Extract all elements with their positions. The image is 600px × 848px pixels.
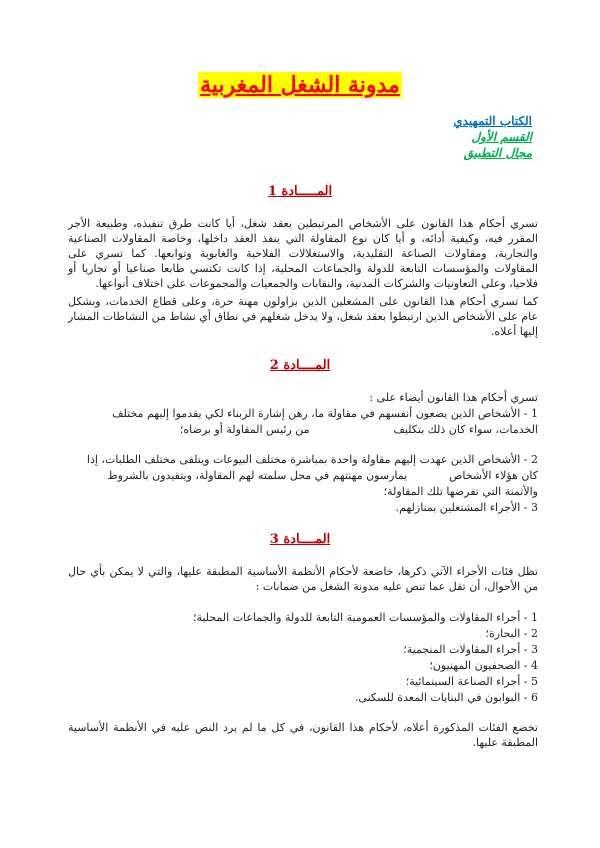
book-label: الكتاب التمهيدي	[453, 114, 532, 128]
document-navigation	[453, 113, 532, 161]
article-1-paragraph-2: كما تسري أحكام هذا القانون على المشغلين الذين يزاولون مهنة حرة، وعلى قطاع الخدمات، وبشكل عام على الأشخاص الذين ارتبطوا بعقد شغل، ولا يدخل شغلهم في نطاق أي نشاط من النشاطات المشار إليها أعلاه.	[67, 295, 538, 338]
article-2-item-2-line-2: كان هؤلاء الأشخاص يمارسون مهنتهم في محل سلمته لهم المقاولة، ويتقيدون بالشروط	[107, 469, 538, 482]
article-1-heading	[0, 184, 600, 200]
article-2-item-2-line-1: 2 - الأشخاص الذين عهدت إليهم مقاولة واحدة بمباشرة مختلف البيوعات ويتلقى مختلف الطلبات، إذا	[86, 453, 538, 466]
article-1-paragraph-1: تسري أحكام هذا القانون على الأشخاص المرتبطين بعقد شغل، أيا كانت طرق تنفيذه، وطبيعة الأجر المقرر فيه، وكيفية أدائه، و أيا كان نوع المقاولة التي ينفذ العقد داخلها، وخاصة المقاولات الصناعية والتجارية، ومقاولات الصناعة التقليدية، والاستغلالات الفلاحية والغابوية وتوابعها. كما تسري على المقاولات والمؤسسات التابعة للدولة والجماعات المحلية، إذا كانت تكتسي طابعا صناعيا أو تجاريا أو فلاحيا، وعلى التعاونيات والشركات المدنية، والنقابات والجمعيات والمجموعات على اختلاف أنواعها.	[68, 217, 538, 290]
article-1-heading-text: المـــــادة 1	[267, 184, 333, 199]
article-3-item-4: 4 - الصحفيون المهنيون؛	[429, 659, 538, 672]
article-3-heading	[0, 532, 600, 548]
article-3-item-1: 1 - أجراء المقاولات والمؤسسات العمومية التابعة للدولة والجماعات المحلية؛	[192, 611, 538, 624]
article-3-closing: تخضع الفئات المذكورة أعلاه، لأحكام هذا القانون، في كل ما لم يرد النص عليه في الأنظمة الأساسية المطبقة عليها.	[68, 721, 538, 749]
article-2-heading-text: المــــادة 2	[269, 358, 331, 373]
article-2-item-2-line-3: والأثمنة التي تفرضها تلك المقاولة؛	[383, 485, 538, 498]
article-2-item-1-line-2: الخدمات، سواء كان ذلك بتكليف من رئيس المقاولة أو برضاه؛	[179, 423, 538, 436]
article-2-item-3: 3 - الأجراء المشتغلين بمنازلهم.	[395, 501, 538, 514]
article-3-item-5: 5 - أجراء الصناعة السينمائية؛	[405, 675, 538, 688]
title-wrap	[0, 72, 600, 98]
article-3-heading-text: المــــادة 3	[269, 532, 331, 547]
article-2-intro: تسري أحكام هذا القانون أيضاء على :	[369, 391, 538, 404]
section-label: القسم الأول	[471, 130, 532, 144]
article-3-item-3: 3 - أجراء المقاولات المنجمية؛	[403, 643, 538, 656]
scope-label: مجال التطبيق	[463, 146, 532, 160]
article-3-item-6: 6 - البوابون في البنايات المعدة للسكنى.	[354, 691, 538, 704]
article-2-item-1-line-1: 1 - الأشخاص الذين يضعون أنفسهم في مقاولة ما، رهن إشارة الزبناء لكي يقدموا إليهم مختلف	[112, 407, 538, 420]
article-2-heading	[0, 358, 600, 374]
document-title: مدونة الشغل المغربية	[200, 72, 400, 98]
article-3-item-2: 2 - البحارة؛	[485, 627, 538, 640]
article-3-intro: تظل فئات الأجراء الآتي ذكرها، خاضعة لأحكام الأنظمة الأساسية المطبقة عليها، والتي لا يمكن بأي حال من الأحوال، أن تقل عما تنص عليه مدونة الشغل من ضمانات :	[68, 565, 538, 593]
